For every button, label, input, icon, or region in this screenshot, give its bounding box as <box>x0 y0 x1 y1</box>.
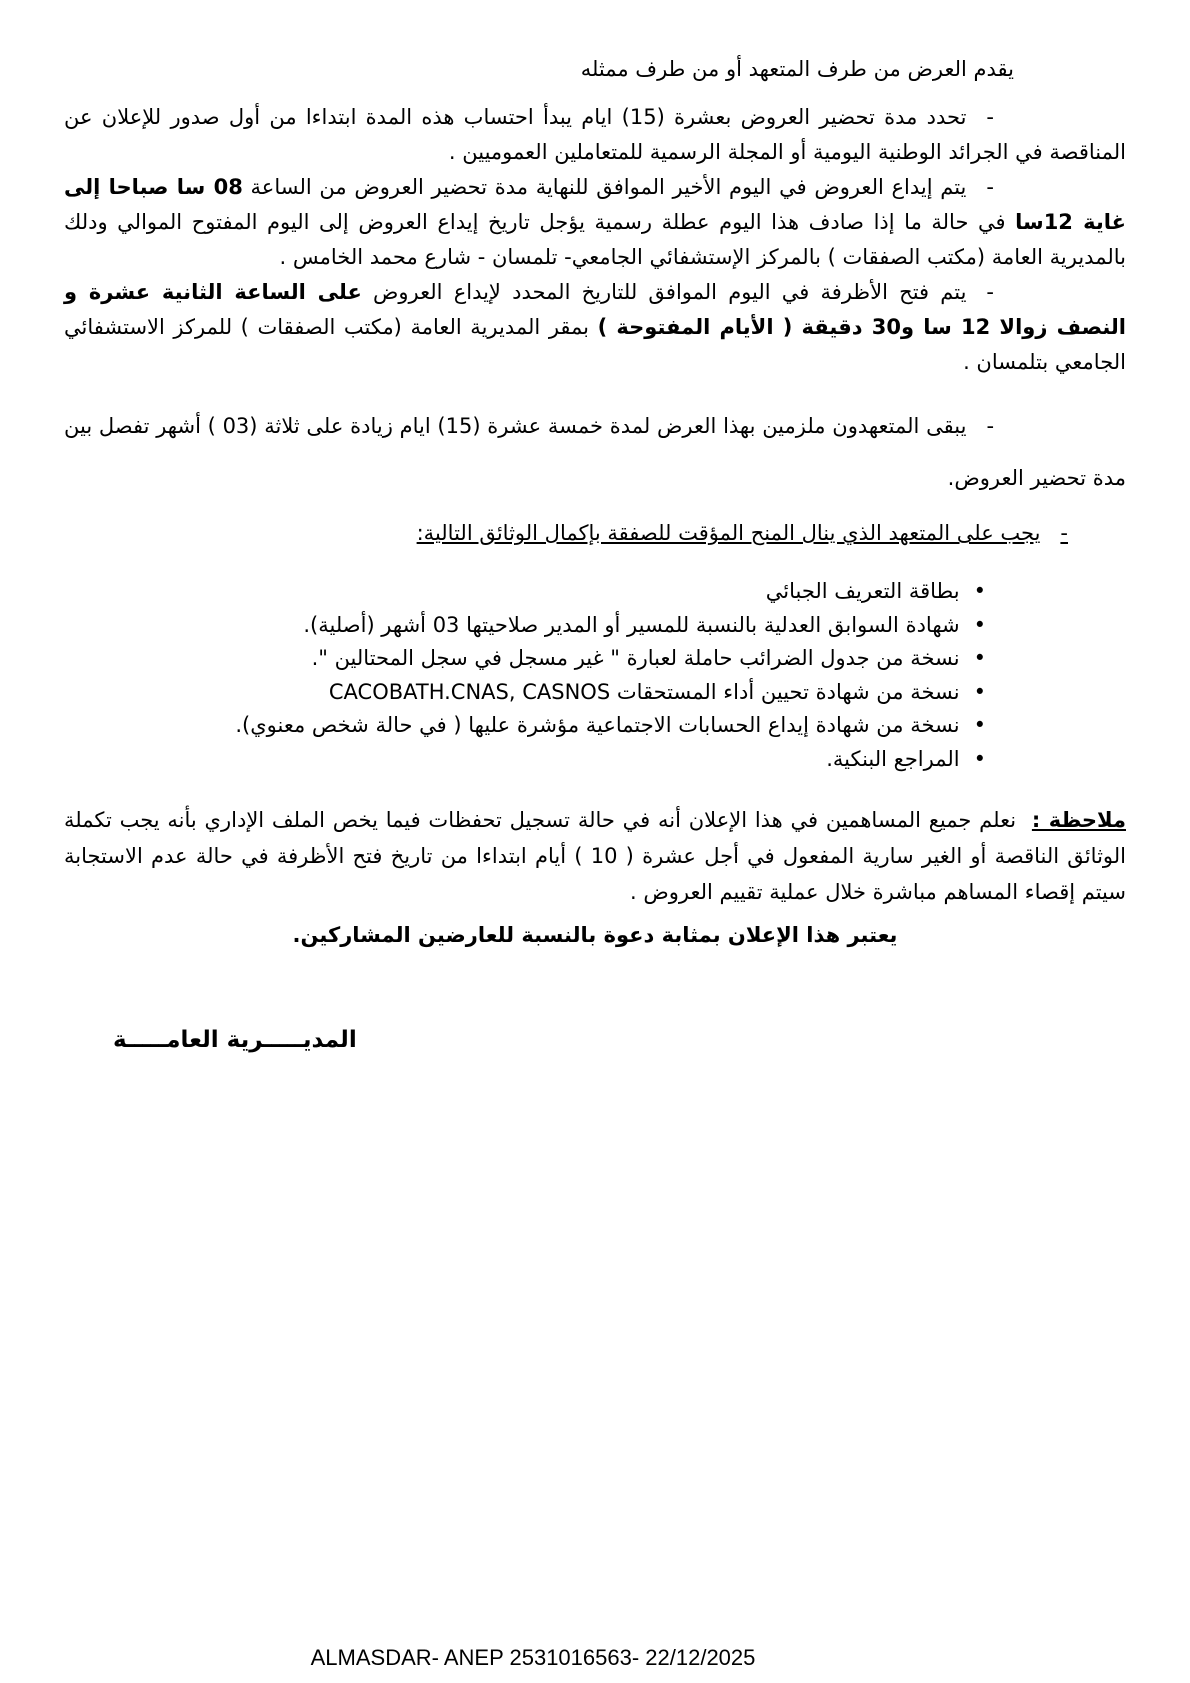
bullet-icon: • <box>973 679 986 704</box>
footer-anep-reference: ALMASDAR- ANEP 2531016563- 22/12/2025 <box>310 1645 756 1670</box>
document-item-text: نسخة من شهادة إيداع الحسابات الاجتماعية مؤشرة عليها ( في حالة شخص معنوي). <box>235 713 960 737</box>
document-item-text: نسخة من جدول الضرائب حاملة لعبارة " غير مسجل في سجل المحتالين ". <box>311 646 960 670</box>
requirements-heading-text: يجب على المتعهد الذي ينال المنح المؤقت للصفقة بإكمال الوثائق التالية: <box>416 521 1041 545</box>
bullet-icon: • <box>973 612 986 637</box>
bullet-icon: • <box>973 713 986 737</box>
document-item-text: بطاقة التعريف الجبائي <box>765 579 960 603</box>
closing-statement: يعتبر هذا الإعلان بمثابة دعوة بالنسبة للعارضين المشاركين. <box>292 923 898 947</box>
paragraph-opening-text-bold: على الساعة الثانية عشرة و النصف زوالا 12 سا و30 دقيقة ( الأيام المفتوحة ) <box>64 280 1126 339</box>
document-item <box>64 642 986 676</box>
paragraph-deposit-text-pre: يتم إيداع العروض في اليوم الأخير الموافق للنهاية مدة تحضير العروض من الساعة <box>242 175 967 199</box>
bullet-icon: • <box>973 579 986 603</box>
dash-marker: - <box>986 280 994 304</box>
document-item-text: نسخة من شهادة تحيين أداء المستحقات CACOBATH.CNAS, CASNOS <box>328 679 960 704</box>
requirements-heading <box>64 516 1126 551</box>
paragraph-opening-text-post: بمقر المديرية العامة (مكتب الصفقات ) للمركز الاستشفائي الجامعي بتلمسان . <box>64 315 1126 374</box>
document-item <box>64 609 986 643</box>
document-item <box>64 709 986 743</box>
document-item-text: المراجع البنكية. <box>826 746 960 771</box>
dash-marker: - <box>986 175 994 199</box>
paragraph-prep-duration <box>64 100 1126 170</box>
bullet-icon: • <box>973 746 986 771</box>
signature-general-directorate: المديـــــرية العامـــــة <box>113 1027 357 1053</box>
dash-marker: - <box>986 414 995 438</box>
intro-line: يقدم العرض من طرف المتعهد أو من طرف ممثله <box>580 57 1014 81</box>
paragraph-opening-text-pre: يتم فتح الأظرفة في اليوم الموافق للتاريخ المحدد لإيداع العروض <box>361 280 967 304</box>
paragraph-prep-duration-text: تحدد مدة تحضير العروض بعشرة (15) ايام يبدأ احتساب هذه المدة ابتداءا من أول صدور للإعلان عن المناقصة في الجرائد الوطنية اليومية أو المجلة الرسمية للمتعاملين العموميين . <box>64 105 1126 164</box>
note-paragraph <box>64 802 1126 910</box>
note-text: نعلم جميع المساهمين في هذا الإعلان أنه في حالة تسجيل تحفظات فيما يخص الملف الإداري بأنه يجب تكملة الوثائق الناقصة أو الغير سارية المفعول في أجل عشرة ( 10 ) أيام ابتداءا من تاريخ فتح الأظرفة في حالة عدم الاستجابة سيتم إقصاء المساهم مباشرة خلال عملية تقييم العروض . <box>64 808 1126 904</box>
paragraph-deposit-text-post: في حالة ما إذا صادف هذا اليوم عطلة رسمية يؤجل تاريخ إيداع العروض إلى اليوم المفتوح الموالي ودلك بالمديرية العامة (مكتب الصفقات ) بالمركز الإستشفائي الجامعي- تلمسان - شارع محمد الخامس . <box>64 210 1126 269</box>
paragraph-deposit-text-bold: 08 سا صباحا إلى غاية 12سا <box>64 175 1126 234</box>
note-label: ملاحظة : <box>1031 808 1126 832</box>
dash-marker: - <box>1060 521 1068 545</box>
document-item <box>64 676 986 710</box>
dash-marker: - <box>986 105 994 129</box>
document-item <box>64 575 986 609</box>
documents-list <box>64 575 986 776</box>
paragraph-envelope-opening <box>64 275 1126 380</box>
requirements-heading-underlined <box>417 521 1068 545</box>
document-item-text: شهادة السوابق العدلية بالنسبة للمسير أو المدير صلاحيتها 03 أشهر (أصلية). <box>303 612 960 637</box>
document-item <box>64 743 986 777</box>
bullet-icon: • <box>973 646 986 670</box>
paragraph-deposit <box>64 170 1126 275</box>
paragraph-offer-validity <box>64 400 1126 504</box>
paragraph-validity-text: يبقى المتعهدون ملزمين بهذا العرض لمدة خمسة عشرة (15) ايام زيادة على ثلاثة (03 ) أشهر تفصل بين مدة تحضير العروض. <box>64 414 1126 490</box>
